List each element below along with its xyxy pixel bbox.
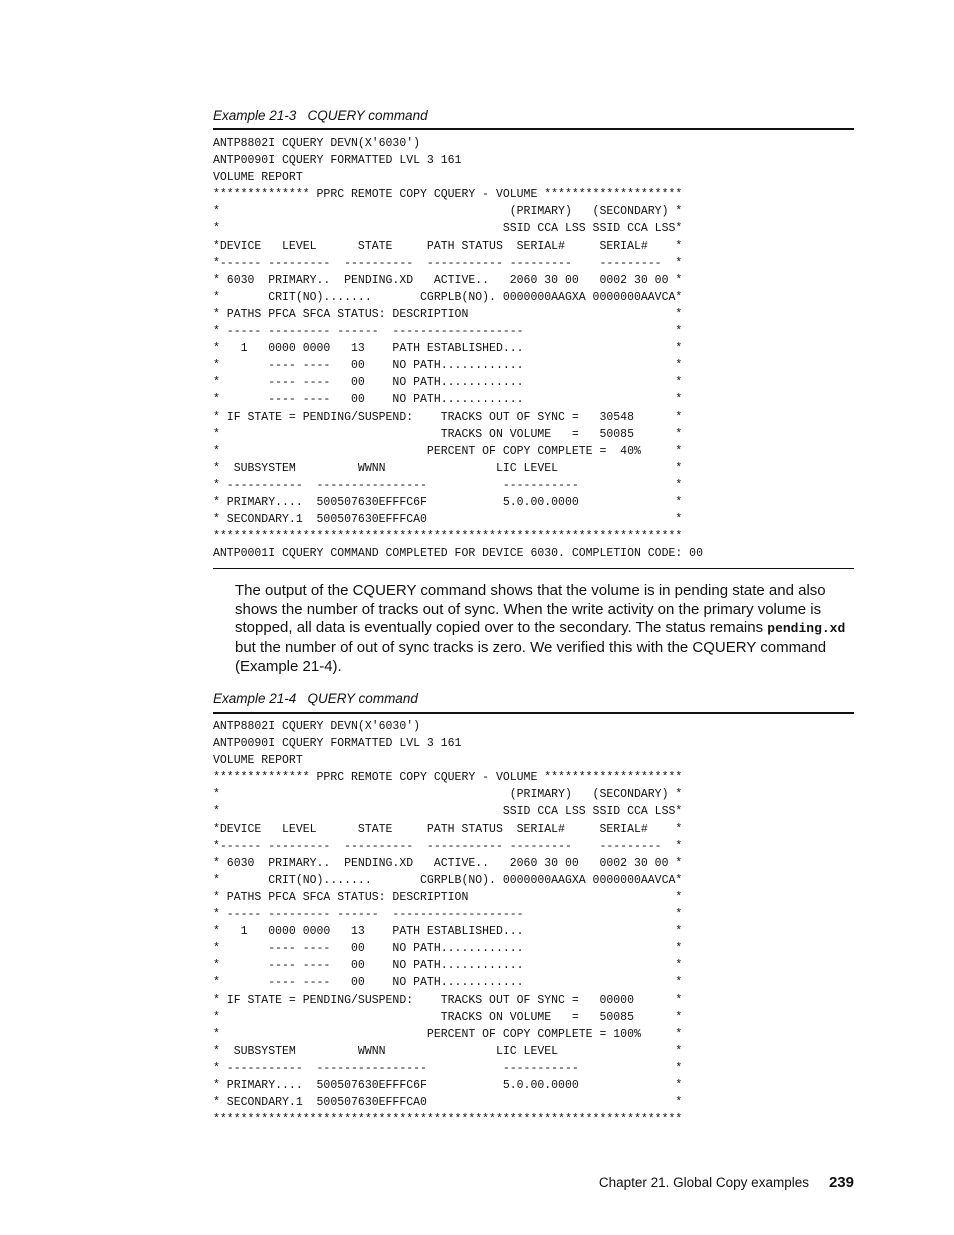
code-line: *------ --------- ---------- ----------- --------- --------- * [213, 839, 683, 853]
code-line: * ---- ---- 00 NO PATH............ * [213, 959, 683, 973]
code-line: * 6030 PRIMARY.. PENDING.XD ACTIVE.. 2060 30 00 0002 30 00 * [213, 273, 683, 287]
code-line: ANTP0090I CQUERY FORMATTED LVL 3 161 [213, 737, 462, 751]
code-line: * ---- ---- 00 NO PATH............ * [213, 376, 683, 390]
example-21-4-code-block [213, 718, 682, 1128]
code-line: * ----------- ---------------- ----------- * [213, 478, 683, 492]
example-21-3-caption: Example 21-3 CQUERY command [213, 108, 428, 123]
code-line: * 1 0000 0000 13 PATH ESTABLISHED... * [213, 342, 683, 356]
code-line: * ----------- ---------------- ----------- * [213, 1061, 683, 1075]
code-line: * SUBSYSTEM WWNN LIC LEVEL * [213, 1044, 683, 1058]
example-21-3-code-block [213, 135, 703, 562]
code-line: * 6030 PRIMARY.. PENDING.XD ACTIVE.. 2060 30 00 0002 30 00 * [213, 856, 683, 870]
code-line: * 1 0000 0000 13 PATH ESTABLISHED... * [213, 925, 683, 939]
code-line: * ---- ---- 00 NO PATH............ * [213, 942, 683, 956]
code-line: * SSID CCA LSS SSID CCA LSS* [213, 805, 683, 819]
page-footer [599, 1174, 854, 1191]
code-line: ************** PPRC REMOTE COPY CQUERY - VOLUME ******************** [213, 188, 683, 202]
code-line: ANTP8802I CQUERY DEVN(X'6030') [213, 137, 421, 150]
code-line: * PERCENT OF COPY COMPLETE = 100% * [213, 1027, 683, 1041]
body-paragraph [235, 582, 855, 677]
code-line: * SSID CCA LSS SSID CCA LSS* [213, 222, 683, 236]
code-line: * (PRIMARY) (SECONDARY) * [213, 205, 683, 219]
code-line: * ----- --------- ------ ------------------- * [213, 325, 683, 339]
code-line: ******************************************************************** [213, 1113, 683, 1127]
example-bottom-rule [213, 568, 854, 569]
code-line: ANTP8802I CQUERY DEVN(X'6030') [213, 720, 421, 733]
code-line: * SECONDARY.1 500507630EFFFCA0 * [213, 1096, 683, 1110]
code-line: *DEVICE LEVEL STATE PATH STATUS SERIAL# SERIAL# * [213, 822, 683, 836]
code-line: *DEVICE LEVEL STATE PATH STATUS SERIAL# SERIAL# * [213, 239, 683, 253]
page-number: 239 [828, 1174, 854, 1191]
inline-code-pending-xd: pending.xd [767, 621, 846, 637]
code-line: ******************************************************************** [213, 530, 683, 544]
code-line: * TRACKS ON VOLUME = 50085 * [213, 1010, 683, 1024]
code-line: *------ --------- ---------- ----------- --------- --------- * [213, 256, 683, 270]
code-line: * PERCENT OF COPY COMPLETE = 40% * [213, 444, 683, 458]
example-top-rule [213, 712, 854, 714]
code-line: * PATHS PFCA SFCA STATUS: DESCRIPTION * [213, 890, 683, 904]
code-line: ANTP0090I CQUERY FORMATTED LVL 3 161 [213, 154, 462, 168]
code-line: * (PRIMARY) (SECONDARY) * [213, 788, 683, 802]
code-line: ************** PPRC REMOTE COPY CQUERY - VOLUME ******************** [213, 771, 683, 785]
code-line: * PRIMARY.... 500507630EFFFC6F 5.0.00.0000 * [213, 1078, 683, 1092]
paragraph-text: The output of the CQUERY command shows that the volume is in pending state and also shows the number of tracks out of sync. When the write activity on the primary volume is stopped, all data is eventually copied over to the secondary. The status remains [235, 582, 826, 637]
code-line: * CRIT(NO)....... CGRPLB(NO). 0000000AAGXA 0000000AAVCA* [213, 290, 683, 304]
code-line: VOLUME REPORT [213, 754, 303, 768]
code-line: * IF STATE = PENDING/SUSPEND: TRACKS OUT OF SYNC = 30548 * [213, 410, 683, 424]
code-line: * ---- ---- 00 NO PATH............ * [213, 359, 683, 373]
code-line: * IF STATE = PENDING/SUSPEND: TRACKS OUT OF SYNC = 00000 * [213, 993, 683, 1007]
example-21-4-caption: Example 21-4 QUERY command [213, 691, 418, 706]
chapter-title: Chapter 21. Global Copy examples [598, 1175, 809, 1190]
code-line: ANTP0001I CQUERY COMMAND COMPLETED FOR DEVICE 6030. COMPLETION CODE: 00 [213, 547, 703, 561]
code-line: * CRIT(NO)....... CGRPLB(NO). 0000000AAGXA 0000000AAVCA* [213, 873, 683, 887]
code-line: * PRIMARY.... 500507630EFFFC6F 5.0.00.0000 * [213, 495, 683, 509]
paragraph-text: but the number of out of sync tracks is zero. We verified this with the CQUERY command (Example 21-4). [235, 639, 827, 675]
example-top-rule [213, 128, 854, 130]
code-line: * PATHS PFCA SFCA STATUS: DESCRIPTION * [213, 307, 683, 321]
code-line: * TRACKS ON VOLUME = 50085 * [213, 427, 683, 441]
code-line: * ---- ---- 00 NO PATH............ * [213, 393, 683, 407]
code-line: * SUBSYSTEM WWNN LIC LEVEL * [213, 461, 683, 475]
code-line: * ----- --------- ------ ------------------- * [213, 908, 683, 922]
code-line: VOLUME REPORT [213, 171, 303, 185]
code-line: * ---- ---- 00 NO PATH............ * [213, 976, 683, 990]
code-line: * SECONDARY.1 500507630EFFFCA0 * [213, 513, 683, 527]
